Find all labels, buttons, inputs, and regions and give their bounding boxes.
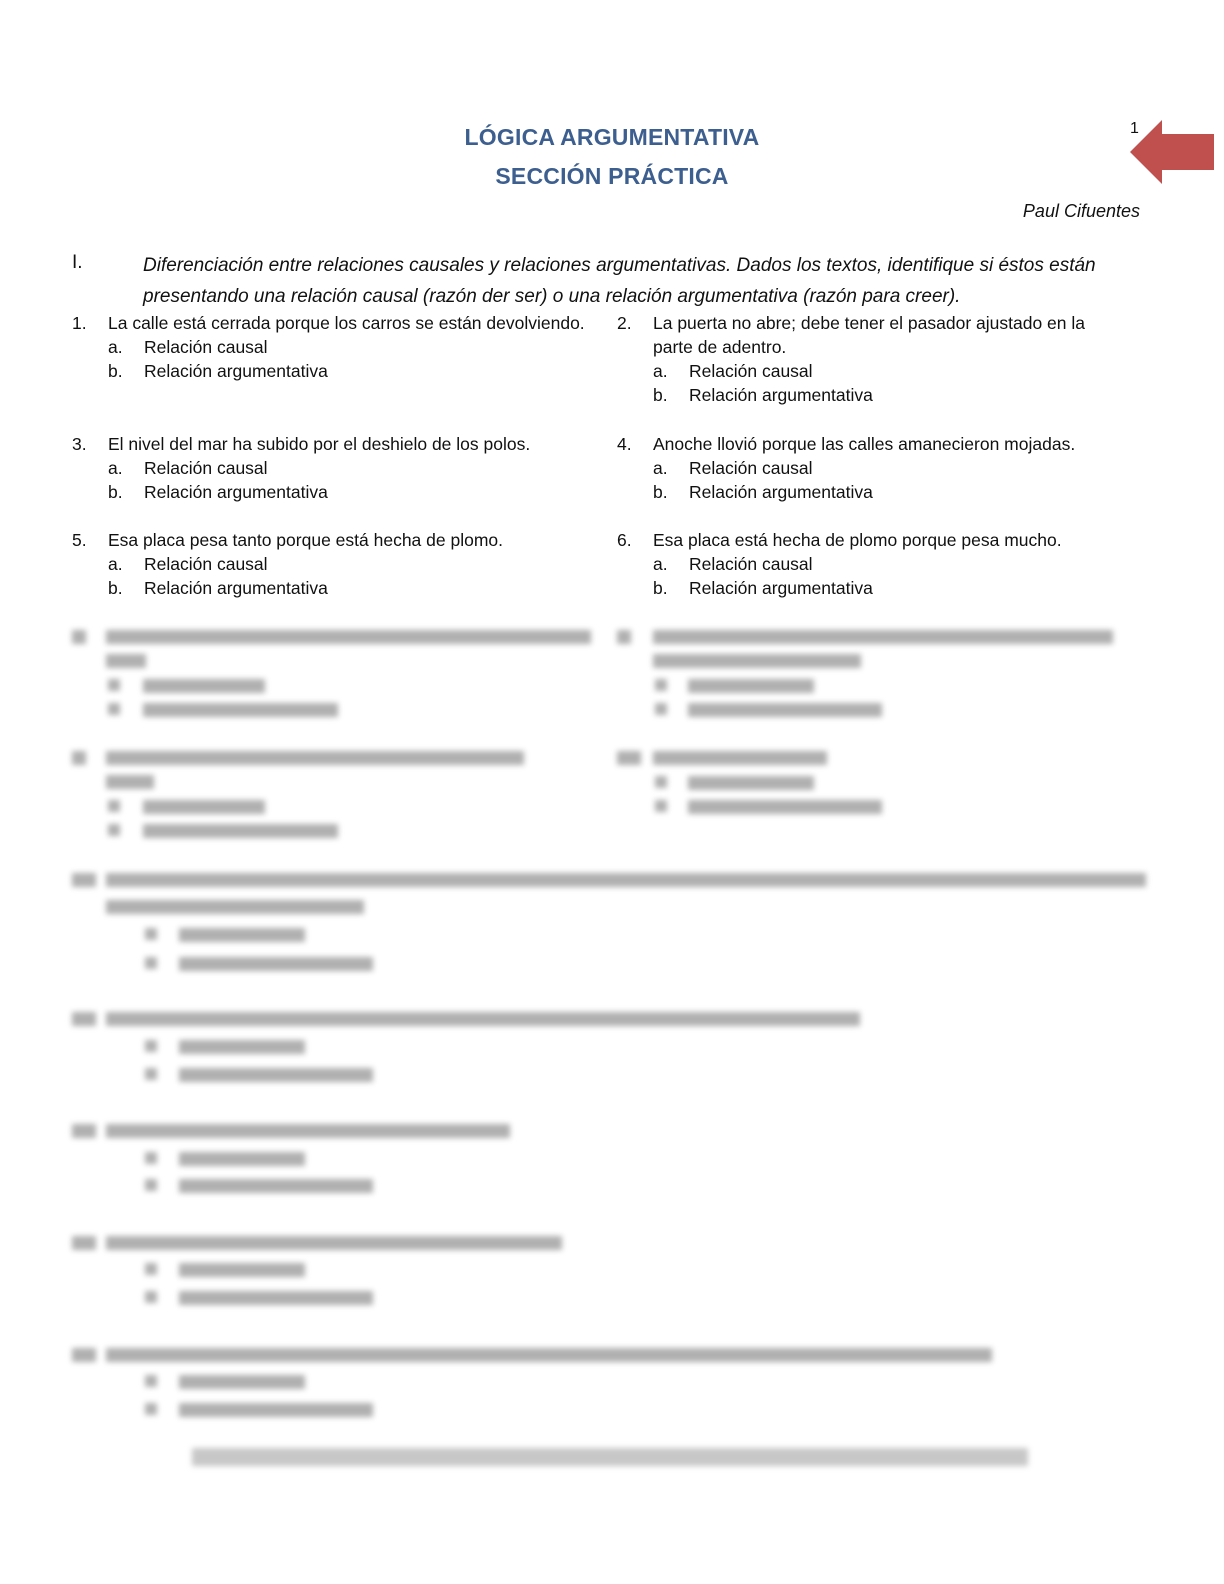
option-text: Relación argumentativa xyxy=(144,578,328,598)
document-title: LÓGICA ARGUMENTATIVA xyxy=(464,124,760,150)
option-label: b. xyxy=(108,578,123,598)
question-number: 5. xyxy=(72,530,87,550)
page-number: 1 xyxy=(1130,120,1139,137)
question-text: Esa placa pesa tanto porque está hecha de plomo. xyxy=(108,530,503,550)
question-text: Esa placa está hecha de plomo porque pesa mucho. xyxy=(653,530,1062,550)
option-text: Relación argumentativa xyxy=(144,482,328,502)
option-label: a. xyxy=(108,554,123,574)
option-text: Relación argumentativa xyxy=(144,361,328,381)
option-text: Relación causal xyxy=(144,554,268,574)
option-label: a. xyxy=(653,458,668,478)
section-instructions: Diferenciación entre relaciones causales y relaciones argumentativas. Dados los textos, identifique si éstos están presentando una relación causal (razón der ser) o una relación argumentativa (razón para creer). xyxy=(143,255,1096,307)
question-text: La puerta no abre; debe tener el pasador ajustado en la parte de adentro. xyxy=(653,313,1085,357)
option-label: a. xyxy=(653,554,668,574)
question-number: 4. xyxy=(617,434,632,454)
option-label: a. xyxy=(108,337,123,357)
option-text: Relación causal xyxy=(689,361,813,381)
question-text: Anoche llovió porque las calles amanecieron mojadas. xyxy=(653,434,1076,454)
question-number: 1. xyxy=(72,313,87,333)
author-name: Paul Cifuentes xyxy=(1022,201,1140,221)
question-number: 2. xyxy=(617,313,632,333)
option-text: Relación causal xyxy=(144,458,268,478)
question-number: 3. xyxy=(72,434,87,454)
document-subtitle: SECCIÓN PRÁCTICA xyxy=(495,163,729,189)
option-text: Relación argumentativa xyxy=(689,482,873,502)
question-text: La calle está cerrada porque los carros se están devolviendo. xyxy=(108,313,585,333)
option-label: b. xyxy=(108,361,123,381)
question-text: El nivel del mar ha subido por el deshielo de los polos. xyxy=(108,434,531,454)
option-label: b. xyxy=(653,482,668,502)
option-label: b. xyxy=(108,482,123,502)
option-label: b. xyxy=(653,578,668,598)
option-label: b. xyxy=(653,385,668,405)
option-text: Relación argumentativa xyxy=(689,385,873,405)
option-label: a. xyxy=(653,361,668,381)
section-number: I. xyxy=(72,252,83,273)
option-label: a. xyxy=(108,458,123,478)
option-text: Relación causal xyxy=(689,554,813,574)
option-text: Relación argumentativa xyxy=(689,578,873,598)
option-text: Relación causal xyxy=(144,337,268,357)
question-number: 6. xyxy=(617,530,632,550)
option-text: Relación causal xyxy=(689,458,813,478)
